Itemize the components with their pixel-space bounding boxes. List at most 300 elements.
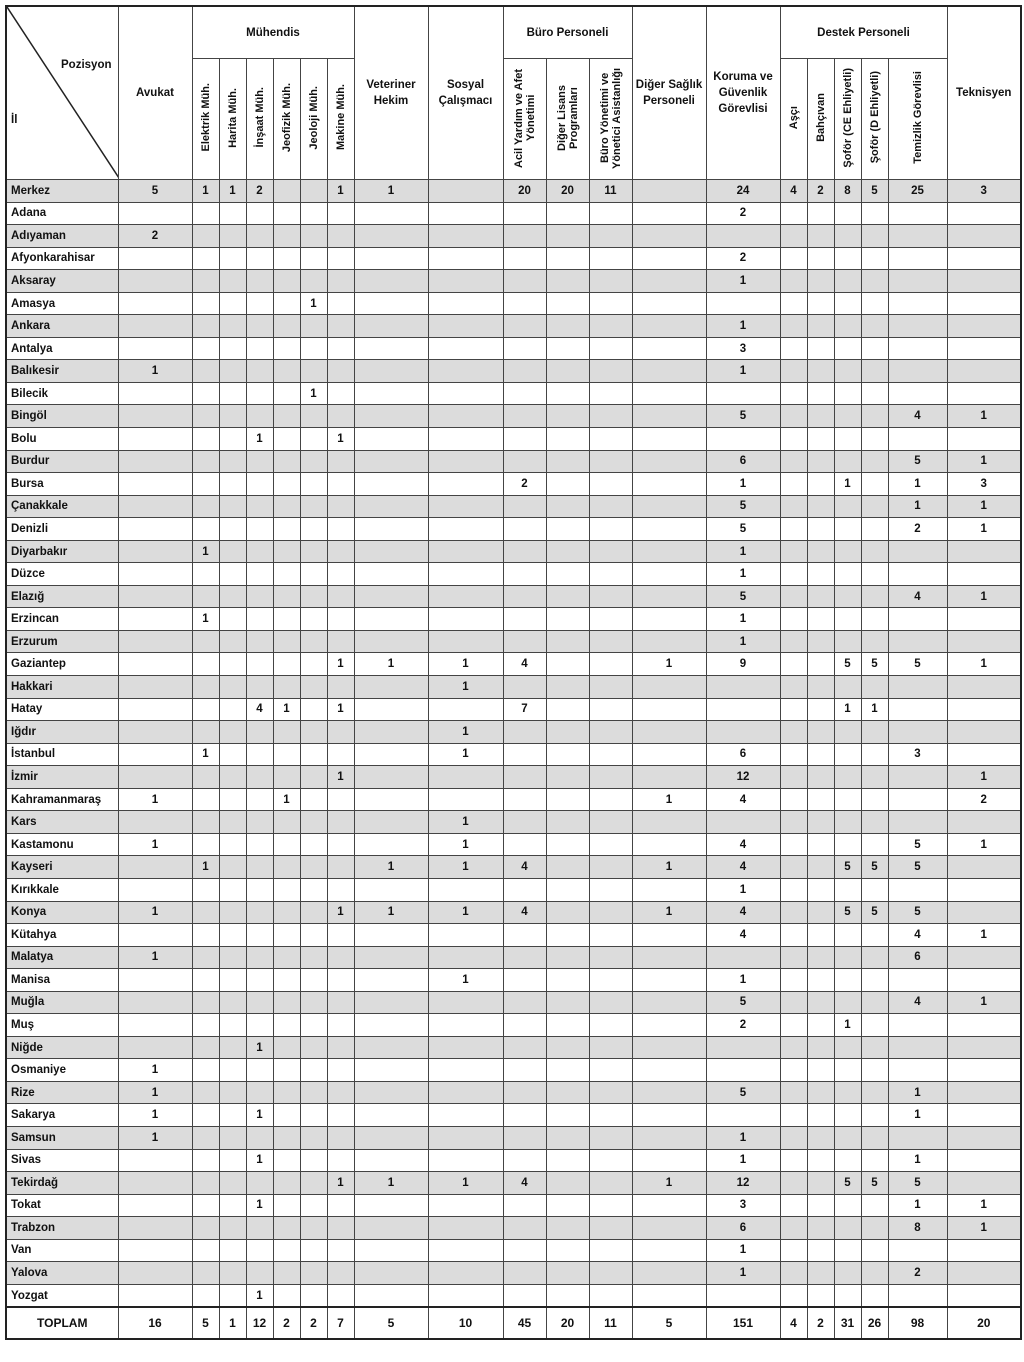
count-cell [354,1217,428,1240]
count-cell [354,247,428,270]
count-cell [834,1104,861,1127]
count-cell [861,1284,888,1307]
table-row [6,563,1021,586]
table-row [6,540,1021,563]
count-cell [834,743,861,766]
count-cell [273,247,300,270]
count-cell [327,946,354,969]
count-cell [589,1126,632,1149]
count-cell [546,630,589,653]
count-cell [246,991,273,1014]
count-cell [947,721,1021,744]
count-cell [861,924,888,947]
count-cell: 1 [246,1284,273,1307]
count-cell: 1 [327,901,354,924]
count-cell [861,878,888,901]
count-cell [546,1172,589,1195]
count-cell [246,270,273,293]
count-cell [428,946,503,969]
count-cell: 3 [947,180,1021,203]
table-row [6,1172,1021,1195]
count-cell: 4 [503,1172,546,1195]
count-cell [807,518,834,541]
count-cell [546,1217,589,1240]
count-cell: 4 [706,924,780,947]
count-cell: 5 [861,180,888,203]
table-row [6,1217,1021,1240]
col-header-sofor-ce: Şoför (CE Ehliyetli) [834,59,861,180]
count-cell [327,518,354,541]
count-cell [273,721,300,744]
table-row [6,1149,1021,1172]
count-cell [807,1104,834,1127]
count-cell [327,743,354,766]
count-cell [503,247,546,270]
count-cell [219,1172,246,1195]
count-cell [706,811,780,834]
count-cell [118,969,192,992]
count-cell [780,473,807,496]
count-cell [192,1194,219,1217]
count-cell: 6 [706,450,780,473]
count-cell [861,1149,888,1172]
count-cell [192,292,219,315]
count-cell: 1 [273,788,300,811]
count-cell [546,676,589,699]
count-cell [327,585,354,608]
count-cell [888,1059,947,1082]
province-name-cell: Kars [6,811,118,834]
count-cell [273,1081,300,1104]
col-header-asci: Aşçı [780,59,807,180]
count-cell [503,1104,546,1127]
count-cell [246,721,273,744]
count-cell [807,382,834,405]
count-cell [780,608,807,631]
count-cell [327,270,354,293]
count-cell [706,698,780,721]
count-cell [273,991,300,1014]
count-cell [888,766,947,789]
table-row [6,495,1021,518]
count-cell [246,405,273,428]
count-cell [589,698,632,721]
count-cell [546,382,589,405]
count-cell [589,360,632,383]
count-cell [780,991,807,1014]
count-cell [503,969,546,992]
province-name-cell: Tokat [6,1194,118,1217]
count-cell [354,676,428,699]
province-name-cell: Sivas [6,1149,118,1172]
count-cell: 4 [888,991,947,1014]
count-cell [428,1059,503,1082]
count-cell [192,495,219,518]
count-cell [780,518,807,541]
count-cell [354,518,428,541]
table-row [6,608,1021,631]
count-cell [327,1059,354,1082]
personnel-distribution-table [5,5,1022,1340]
count-cell [834,1194,861,1217]
count-cell [219,382,246,405]
count-cell [632,1081,706,1104]
count-cell [246,856,273,879]
count-cell [807,1239,834,1262]
table-row [6,991,1021,1014]
count-cell: 5 [706,495,780,518]
table-row [6,811,1021,834]
count-cell [947,270,1021,293]
count-cell [503,1284,546,1307]
count-cell [834,382,861,405]
count-cell [589,1217,632,1240]
count-cell [632,743,706,766]
count-cell [327,405,354,428]
count-cell [246,630,273,653]
count-cell [219,833,246,856]
count-cell [503,1217,546,1240]
table-row [6,1104,1021,1127]
count-cell [589,901,632,924]
count-cell [246,473,273,496]
count-cell: 4 [706,833,780,856]
count-cell: 5 [706,405,780,428]
count-cell [589,1262,632,1285]
count-cell [428,540,503,563]
count-cell [300,1194,327,1217]
count-cell [807,495,834,518]
count-cell [273,856,300,879]
count-cell [632,833,706,856]
count-cell [300,225,327,248]
table-row [6,473,1021,496]
count-cell [300,946,327,969]
count-cell [546,585,589,608]
count-cell: 25 [888,180,947,203]
count-cell [300,360,327,383]
province-name-cell: Trabzon [6,1217,118,1240]
count-cell [780,450,807,473]
count-cell [546,1149,589,1172]
count-cell [807,563,834,586]
count-cell: 5 [888,1172,947,1195]
count-cell [589,315,632,338]
count-cell [300,315,327,338]
count-cell [192,1104,219,1127]
count-cell [780,1262,807,1285]
count-cell [327,788,354,811]
count-cell [118,405,192,428]
count-cell [219,630,246,653]
count-cell [354,405,428,428]
count-cell [300,1239,327,1262]
count-cell [632,991,706,1014]
count-cell [834,946,861,969]
count-cell [632,1149,706,1172]
count-cell: 1 [947,495,1021,518]
count-cell [780,901,807,924]
count-cell [780,247,807,270]
count-cell [300,1262,327,1285]
count-cell [246,676,273,699]
col-header-veteriner: Veteriner Hekim [354,6,428,180]
count-cell [589,495,632,518]
count-cell [428,202,503,225]
count-cell [807,315,834,338]
count-cell [192,1149,219,1172]
count-cell [503,1059,546,1082]
count-cell [354,225,428,248]
count-cell [834,247,861,270]
count-cell: 2 [246,180,273,203]
count-cell [118,653,192,676]
count-cell: 1 [273,698,300,721]
count-cell: 1 [192,180,219,203]
count-cell: 24 [706,180,780,203]
count-cell [632,225,706,248]
corner-diagonal-line [7,7,118,178]
count-cell [947,1059,1021,1082]
count-cell [947,608,1021,631]
count-cell [246,225,273,248]
count-cell [192,382,219,405]
count-cell [503,676,546,699]
count-cell: 5 [834,1172,861,1195]
count-cell [546,721,589,744]
province-name-cell: Yozgat [6,1284,118,1307]
count-cell [503,495,546,518]
count-cell [300,1059,327,1082]
count-cell [888,1036,947,1059]
table-row [6,1239,1021,1262]
count-cell [632,924,706,947]
count-cell [118,450,192,473]
count-cell [300,450,327,473]
count-cell [327,1104,354,1127]
count-cell [834,563,861,586]
count-cell [947,1126,1021,1149]
count-cell [589,473,632,496]
count-cell [219,473,246,496]
count-cell [589,878,632,901]
count-cell [706,428,780,451]
count-cell [632,1194,706,1217]
count-cell [327,1081,354,1104]
count-cell [273,1059,300,1082]
count-cell [219,721,246,744]
count-cell [632,1014,706,1037]
count-cell [219,878,246,901]
count-cell [780,878,807,901]
count-cell [428,991,503,1014]
count-cell: 5 [888,833,947,856]
count-cell [632,721,706,744]
count-cell [273,1014,300,1037]
count-cell [503,766,546,789]
corner-header [6,6,118,180]
count-cell [327,337,354,360]
count-cell [118,608,192,631]
count-cell: 1 [192,743,219,766]
count-cell [632,1104,706,1127]
count-cell [706,1036,780,1059]
count-cell: 1 [118,360,192,383]
count-cell: 1 [428,811,503,834]
count-cell [192,405,219,428]
count-cell [589,337,632,360]
count-cell [589,856,632,879]
count-cell [861,630,888,653]
count-cell [589,833,632,856]
table-row [6,382,1021,405]
count-cell [219,225,246,248]
count-cell: 4 [246,698,273,721]
count-cell: 1 [947,1217,1021,1240]
count-cell [354,292,428,315]
count-cell [546,1284,589,1307]
count-cell [888,292,947,315]
count-cell [861,1014,888,1037]
count-cell [546,337,589,360]
count-cell [546,901,589,924]
count-cell: 1 [118,1081,192,1104]
count-cell [192,698,219,721]
count-cell [192,991,219,1014]
count-cell [300,833,327,856]
count-cell [888,811,947,834]
col-header-koruma: Koruma ve Güvenlik Görevlisi [706,6,780,180]
count-cell [327,924,354,947]
count-cell [118,337,192,360]
count-cell [300,878,327,901]
count-cell [503,360,546,383]
count-cell [327,202,354,225]
count-cell [428,1262,503,1285]
count-cell: 4 [780,180,807,203]
count-cell [246,833,273,856]
count-cell: 4 [503,901,546,924]
count-cell [780,382,807,405]
count-cell [503,382,546,405]
count-cell [219,1149,246,1172]
province-name-cell: Aksaray [6,270,118,293]
count-cell [947,382,1021,405]
count-cell [632,518,706,541]
count-cell [546,202,589,225]
province-name-cell: Ankara [6,315,118,338]
count-cell [246,315,273,338]
count-cell: 1 [428,901,503,924]
count-cell [888,225,947,248]
count-cell: 1 [428,743,503,766]
count-cell [503,743,546,766]
count-cell: 1 [947,585,1021,608]
count-cell [327,878,354,901]
count-cell [834,878,861,901]
count-cell [354,540,428,563]
count-cell [632,180,706,203]
count-cell [327,630,354,653]
count-cell: 1 [632,901,706,924]
count-cell [834,1036,861,1059]
table-row [6,202,1021,225]
count-cell [300,405,327,428]
count-cell [273,1262,300,1285]
count-cell [861,405,888,428]
count-cell [273,585,300,608]
count-cell: 5 [888,856,947,879]
count-cell [807,1172,834,1195]
count-cell [428,1126,503,1149]
total-count-cell: 45 [503,1307,546,1339]
count-cell [861,743,888,766]
count-cell [219,1262,246,1285]
col-header-diger-lisans: Diğer Lisans Programları [546,59,589,180]
count-cell [428,337,503,360]
count-cell: 5 [834,856,861,879]
count-cell [632,292,706,315]
count-cell [546,811,589,834]
count-cell [807,833,834,856]
table-row [6,721,1021,744]
count-cell [300,518,327,541]
province-name-cell: Kayseri [6,856,118,879]
count-cell [834,1081,861,1104]
count-cell: 1 [888,1081,947,1104]
table-row [6,901,1021,924]
count-cell [834,788,861,811]
count-cell [888,698,947,721]
count-cell [589,202,632,225]
count-cell [706,382,780,405]
table-row [6,180,1021,203]
count-cell [246,924,273,947]
count-cell: 1 [428,721,503,744]
count-cell [354,743,428,766]
count-cell [219,1194,246,1217]
count-cell [632,676,706,699]
count-cell [807,630,834,653]
count-cell [632,811,706,834]
count-cell [219,428,246,451]
count-cell: 4 [503,856,546,879]
count-cell [589,450,632,473]
count-cell [327,225,354,248]
count-cell [327,1262,354,1285]
count-cell [300,1149,327,1172]
count-cell [861,540,888,563]
count-cell [354,1149,428,1172]
province-name-cell: Merkez [6,180,118,203]
count-cell [300,563,327,586]
count-cell [589,630,632,653]
count-cell [219,924,246,947]
count-cell [861,1104,888,1127]
count-cell [246,1172,273,1195]
count-cell [780,833,807,856]
count-cell [546,946,589,969]
province-name-cell: Osmaniye [6,1059,118,1082]
table-row [6,360,1021,383]
count-cell [503,1149,546,1172]
count-cell [428,924,503,947]
count-cell [632,1126,706,1149]
count-cell [589,991,632,1014]
count-cell [354,1239,428,1262]
table-row [6,1036,1021,1059]
count-cell: 1 [706,315,780,338]
